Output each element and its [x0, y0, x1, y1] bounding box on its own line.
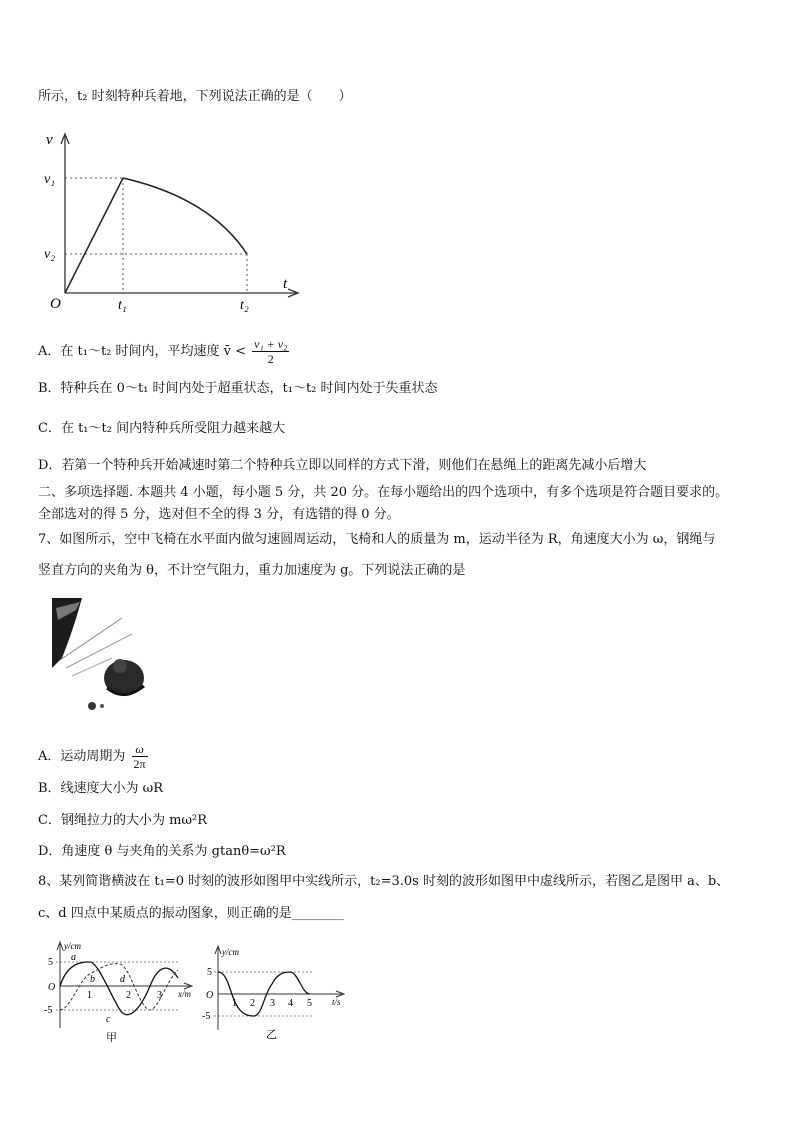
x-axis-label: x/m — [178, 989, 191, 999]
wave-graph-jia — [40, 938, 200, 1048]
x-tick-1: 1 — [232, 998, 237, 1009]
caption-jia: 甲 — [106, 1032, 117, 1044]
y-tick-neg5: -5 — [202, 1011, 211, 1022]
period-fraction: $\frac{\omega}{2\pi}$ — [133, 742, 146, 771]
x-axis-label: t/s — [332, 997, 341, 1007]
option-c: C．在 t₁～t₂ 间内特种兵所受阻力越来越大 — [38, 421, 286, 436]
x-tick-2: 2 — [250, 998, 255, 1009]
point-d: d — [120, 974, 125, 985]
velocity-time-graph — [40, 128, 310, 313]
point-b: b — [90, 974, 95, 985]
q7-option-b: B．线速度大小为 ωR — [38, 781, 164, 796]
x-tick-4: 4 — [288, 998, 293, 1009]
x-tick-3: 3 — [270, 998, 275, 1009]
tick-t2: t₂ — [240, 298, 249, 313]
tick-v2: v₂ — [44, 247, 56, 262]
question-intro: 所示，t₂ 时刻特种兵着地，下列说法正确的是（ ） — [38, 89, 352, 104]
average-velocity-fraction: $\frac{\text{v₁ + v₂}}{2}$ — [254, 337, 288, 366]
x-tick-3: 3 — [157, 990, 162, 1001]
y-tick-neg5: -5 — [44, 1005, 53, 1016]
flying-chair-photo — [52, 598, 152, 712]
origin-label: O — [48, 982, 56, 993]
origin-label: O — [50, 296, 61, 312]
y-axis-label: y/cm — [64, 941, 81, 951]
x-tick-2: 2 — [126, 990, 131, 1001]
tick-v1: v₁ — [44, 172, 56, 187]
vibration-graph-yi — [202, 944, 352, 1048]
point-a: a — [71, 952, 76, 963]
q7-stem-line1: 7、如图所示，空中飞椅在水平面内做匀速圆周运动，飞椅和人的质量为 m，运动半径为 R，角速度大小为 ω，钢绳与 — [38, 532, 716, 547]
option-b: B．特种兵在 0～t₁ 时间内处于超重状态，t₁～t₂ 时间内处于失重状态 — [38, 381, 438, 396]
section2-line1: 二、多项选择题. 本题共 4 小题，每小题 5 分，共 20 分。在每小题给出的四个选项中，有多个选项是符合题目要求的。 — [38, 485, 729, 500]
y-tick-5: 5 — [48, 957, 53, 968]
option-a: A．在 t₁～t₂ 时间内，平均速度 v̄ < $\frac{\text{v₁ + v₂}}{2}$ — [38, 337, 288, 366]
y-tick-5: 5 — [207, 967, 212, 978]
point-c: c — [106, 1014, 111, 1025]
q7-option-c: C．钢绳拉力的大小为 mω²R — [38, 813, 208, 828]
tick-t1: t₁ — [118, 298, 127, 313]
caption-yi: 乙 — [266, 1029, 277, 1041]
q8-stem-line2: c、d 四点中某质点的振动图象，则正确的是________ — [38, 906, 344, 921]
x-tick-1: 1 — [87, 990, 92, 1001]
y-axis-label: y/cm — [222, 947, 239, 957]
q7-option-a: A．运动周期为 $\frac{\omega}{2\pi}$ — [38, 742, 146, 771]
q8-stem-line1: 8、某列简谐横波在 t₁=0 时刻的波形如图甲中实线所示，t₂=3.0s 时刻的波形如图甲中虚线所示，若图乙是图甲 a、b、 — [38, 874, 730, 889]
x-tick-5: 5 — [307, 998, 312, 1009]
origin-label: O — [206, 990, 214, 1001]
q7-option-d: D．角速度 θ 与夹角的关系为 gtanθ=ω²R — [38, 844, 286, 859]
axis-label-v: v — [46, 132, 53, 148]
q7-stem-line2: 竖直方向的夹角为 θ，不计空气阻力，重力加速度为 g。下列说法正确的是 — [38, 563, 466, 578]
section2-line2: 全部选对的得 5 分，选对但不全的得 3 分，有选错的得 0 分。 — [38, 507, 400, 522]
option-d: D．若第一个特种兵开始减速时第二个特种兵立即以同样的方式下滑，则他们在悬绳上的距离先减小后增大 — [38, 458, 647, 473]
axis-label-t: t — [283, 276, 288, 292]
